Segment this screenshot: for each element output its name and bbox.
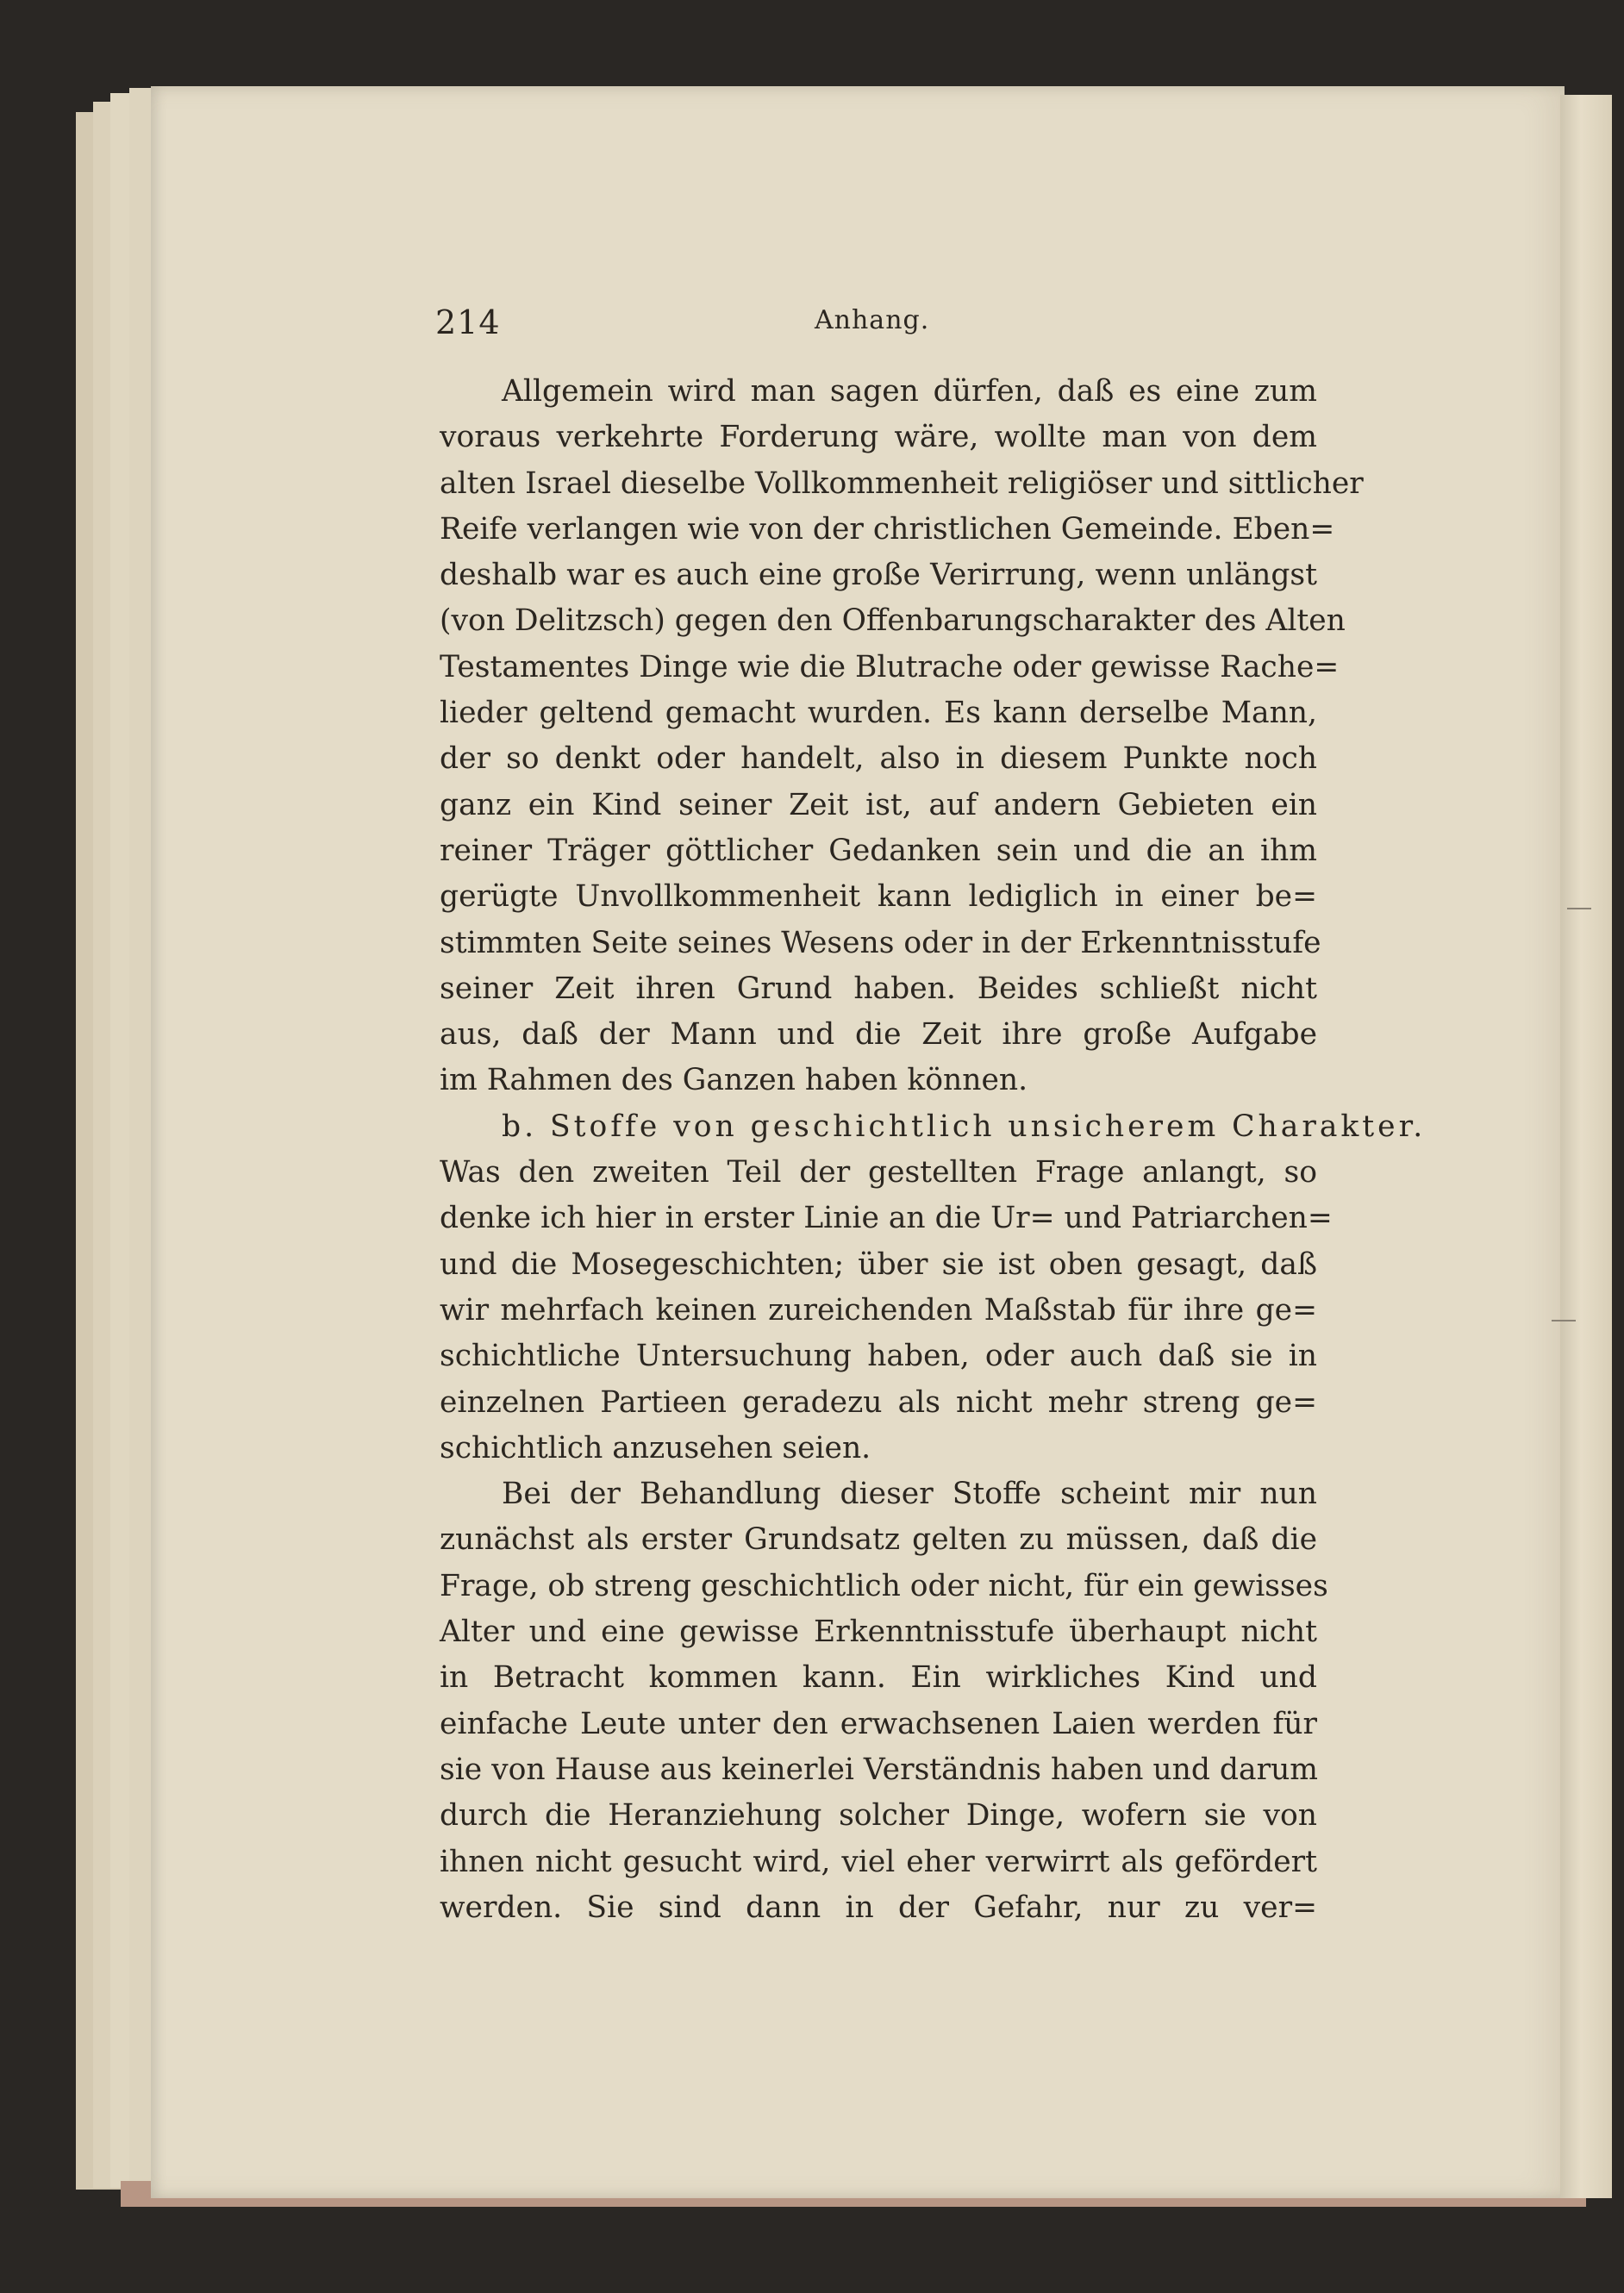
page-header xyxy=(435,303,1315,347)
text-line: gerügte Unvollkommenheit kann lediglich in einer be= xyxy=(440,879,1317,915)
text-line: Allgemein wird man sagen dürfen, daß es eine zum xyxy=(502,374,1317,409)
text-line: alten Israel dieselbe Vollkommenheit religiöser und sittlicher xyxy=(440,465,1364,501)
text-line: schichtlich anzusehen seien. xyxy=(440,1430,871,1465)
text-line: deshalb war es auch eine große Verirrung, wenn unlängst xyxy=(440,558,1317,593)
text-line: durch die Heranziehung solcher Dinge, wofern sie von xyxy=(440,1798,1317,1834)
body-text xyxy=(440,369,1427,1931)
text-line: seiner Zeit ihren Grund haben. Beides schließt nicht xyxy=(440,971,1317,1006)
text-line: aus, daß der Mann und die Zeit ihre große Aufgabe xyxy=(440,1017,1317,1053)
text-line: Reife verlangen wie von der christlichen Gemeinde. Eben= xyxy=(440,511,1335,547)
running-head: Anhang. xyxy=(815,305,930,335)
text-line: der so denkt oder handelt, also in diesem Punkte noch xyxy=(440,741,1317,777)
text-line: denke ich hier in erster Linie an die Ur= und Patriarchen= xyxy=(440,1201,1333,1236)
text-line: wir mehrfach keinen zureichenden Maßstab für ihre ge= xyxy=(440,1292,1317,1328)
margin-mark xyxy=(1552,1320,1576,1321)
text-line: ihnen nicht gesucht wird, viel eher verwirrt als gefördert xyxy=(440,1844,1317,1879)
text-line: Testamentes Dinge wie die Blutrache oder gewisse Rache= xyxy=(440,649,1340,684)
text-line: zunächst als erster Grundsatz gelten zu müssen, daß die xyxy=(440,1522,1317,1558)
text-line: reiner Träger göttlicher Gedanken sein und die an ihm xyxy=(440,833,1317,868)
text-line: sie von Hause aus keinerlei Verständnis haben und darum xyxy=(440,1752,1318,1787)
margin-mark xyxy=(1567,908,1591,909)
book-gutter xyxy=(1560,95,1612,2198)
text-line: lieder geltend gemacht wurden. Es kann derselbe Mann, xyxy=(440,696,1317,731)
text-line: im Rahmen des Ganzen haben können. xyxy=(440,1063,1028,1098)
text-line: (von Delitzsch) gegen den Offenbarungscharakter des Alten xyxy=(440,603,1346,639)
text-line: ganz ein Kind seiner Zeit ist, auf andern Gebieten ein xyxy=(440,787,1317,822)
text-line: werden. Sie sind dann in der Gefahr, nur zu ver= xyxy=(440,1890,1317,1925)
text-line: stimmten Seite seines Wesens oder in der Erkenntnisstufe xyxy=(440,925,1321,960)
text-line: b. Stoffe von geschichtlich unsicherem Charakter. xyxy=(502,1109,1427,1144)
text-line: Frage, ob streng geschichtlich oder nicht, für ein gewisses xyxy=(440,1568,1328,1603)
text-line: Alter und eine gewisse Erkenntnisstufe überhaupt nicht xyxy=(440,1615,1317,1650)
text-line: einzelnen Partieen geradezu als nicht mehr streng ge= xyxy=(440,1384,1317,1420)
page-number: 214 xyxy=(435,303,501,341)
text-line: schichtliche Untersuchung haben, oder auch daß sie in xyxy=(440,1339,1317,1374)
text-line: voraus verkehrte Forderung wäre, wollte man von dem xyxy=(440,420,1317,455)
text-line: Bei der Behandlung dieser Stoffe scheint mir nun xyxy=(502,1477,1317,1512)
text-line: in Betracht kommen kann. Ein wirkliches Kind und xyxy=(440,1660,1317,1696)
text-line: Was den zweiten Teil der gestellten Frage anlangt, so xyxy=(440,1155,1317,1190)
text-line: einfache Leute unter den erwachsenen Laien werden für xyxy=(440,1706,1317,1741)
text-line: und die Mosegeschichten; über sie ist oben gesagt, daß xyxy=(440,1246,1317,1282)
